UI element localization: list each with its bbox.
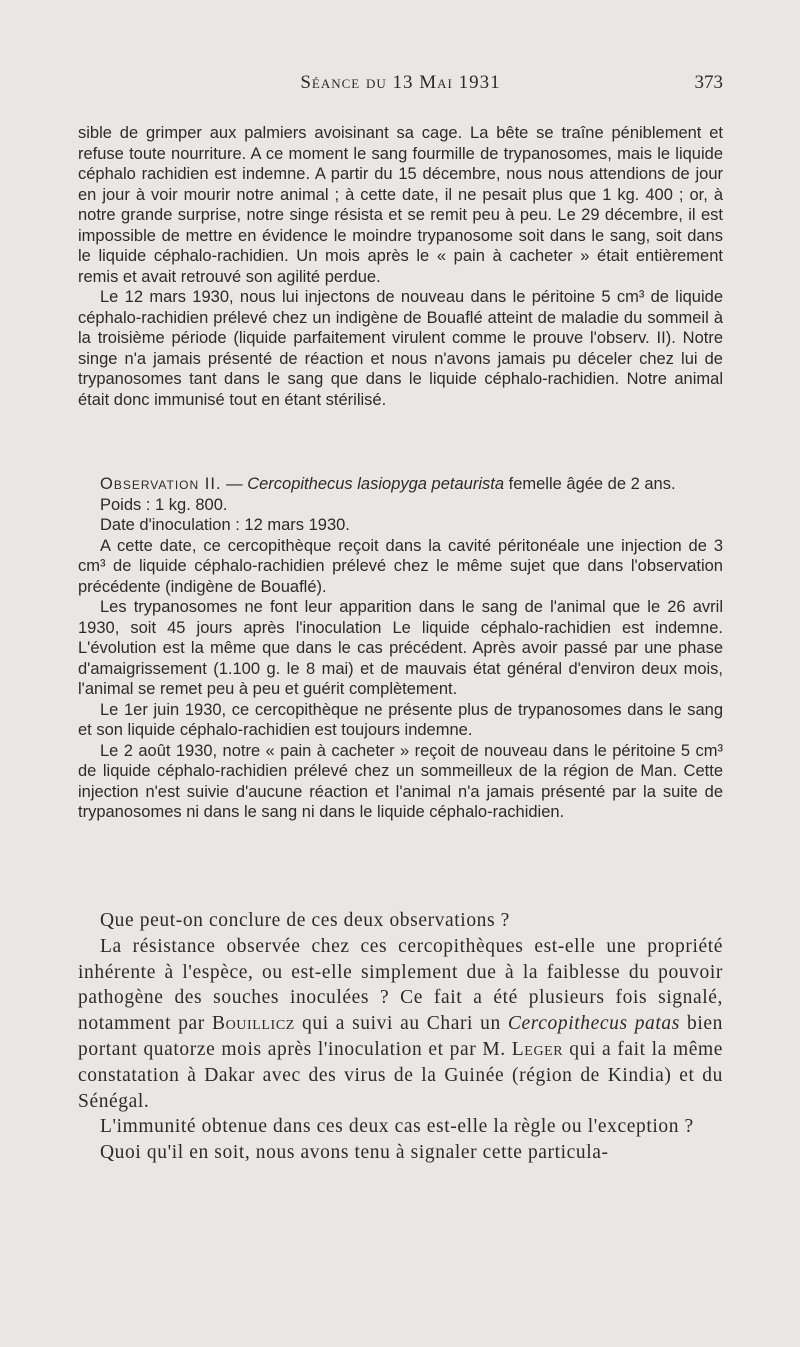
species-name: Cercopithecus lasiopyga petaurista [247, 475, 505, 493]
species-name: Cercopithecus patas [507, 1013, 680, 1035]
conclusion-section [78, 908, 723, 1166]
observation-heading: Observation II. — Cercopithecus lasiopyga petaurista femelle âgée de 2 ans. [100, 475, 676, 493]
page-header [78, 72, 723, 102]
page-number: 373 [694, 72, 723, 93]
paragraph: A cette date, ce cercopithèque reçoit dans la cavité péritonéale une injection de 3 cm³ de liquide céphalo-rachidien prélevé chez le même sujet que dans l'observation précédente (indigène de Bouaflé). [78, 536, 723, 596]
running-head: Séance du 13 Mai 1931 [300, 72, 501, 93]
observation-label: Observation II. [100, 475, 222, 493]
paragraph: Que peut-on conclure de ces deux observations ? [100, 910, 510, 931]
paragraph: La résistance observée chez ces cercopithèques est-elle une propriété inhérente à l'espèce, ou est-elle simplement due à la faiblesse du pouvoir pathogène des souches inoculées ? Ce fait a été plusieurs fois signalé, notamment par Bouillicz qui a suivi au Chari un Cercopithecus patas bien portant quatorze mois après l'inoculation et par M. Leger qui a fait la même constatation à Dakar avec des virus de la Guinée (région de Kindia) et du Sénégal. [78, 935, 724, 1112]
weight-line: Poids : 1 kg. 800. [100, 495, 228, 514]
paragraph: Les trypanosomes ne font leur apparition dans le sang de l'animal que le 26 avril 1930, soit 45 jours après l'inoculation Le liquide céphalo-rachidien est indemne. L'évolution est la même que dans le cas précédent. Après avoir passé par une phase d'amaigrissement (1.100 g. le 8 mai) et de mauvais état général d'environ deux mois, l'animal se remet peu à peu et guérit complètement. [78, 598, 723, 698]
paragraph: L'immunité obtenue dans ces deux cas est-elle la règle ou l'exception ? [100, 1116, 694, 1138]
paragraph: Quoi qu'il en soit, nous avons tenu à signaler cette particula- [100, 1142, 609, 1164]
inoculation-date-line: Date d'inoculation : 12 mars 1930. [100, 516, 350, 534]
observation-one-continuation [78, 123, 723, 410]
paragraph: Le 12 mars 1930, nous lui injectons de nouveau dans le péritoine 5 cm³ de liquide céphalo-rachidien prélevé chez un indigène de Bouaflé atteint de maladie du sommeil à la troisième période (liquide parfaitement virulent comme le prouve l'observ. II). Notre singe n'a jamais présenté de réaction et nous n'avons jamais pu déceler chez lui de trypanosomes tant dans le sang que dans le liquide céphalo-rachidien. Notre animal était donc immunisé tout en étant stérilisé. [78, 288, 723, 409]
paragraph: Le 1er juin 1930, ce cercopithèque ne présente plus de trypanosomes dans le sang et son liquide céphalo-rachidien est toujours indemne. [78, 700, 723, 739]
paragraph: sible de grimper aux palmiers avoisinant sa cage. La bête se traîne péniblement et refuse toute nourriture. A ce moment le sang fourmille de trypanosomes, mais le liquide céphalo rachidien est indemne. A partir du 15 décembre, nous nous attendions de jour en jour à voir mourir notre animal ; à cette date, il ne pesait plus que 1 kg. 400 ; or, à notre grande surprise, notre singe résista et se remit peu à peu. Le 29 décembre, il est impossible de mettre en évidence le moindre trypanosome soit dans le sang, soit dans le liquide céphalo-rachidien. Un mois après le « pain à cacheter » était entièrement remis et avait retrouvé son agilité perdue. [78, 124, 723, 286]
author-name: Leger [511, 1038, 564, 1060]
author-name: Bouillicz [211, 1013, 295, 1035]
paragraph: Le 2 août 1930, notre « pain à cacheter » reçoit de nouveau dans le péritoine 5 cm³ de liquide céphalo-rachidien prélevé chez un sommeilleux de la région de Man. Cette injection n'est suivie d'aucune réaction et l'animal n'a jamais présenté par la suite de trypanosomes ni dans le sang ni dans le liquide céphalo-rachidien. [78, 741, 723, 821]
observation-two [78, 474, 723, 823]
